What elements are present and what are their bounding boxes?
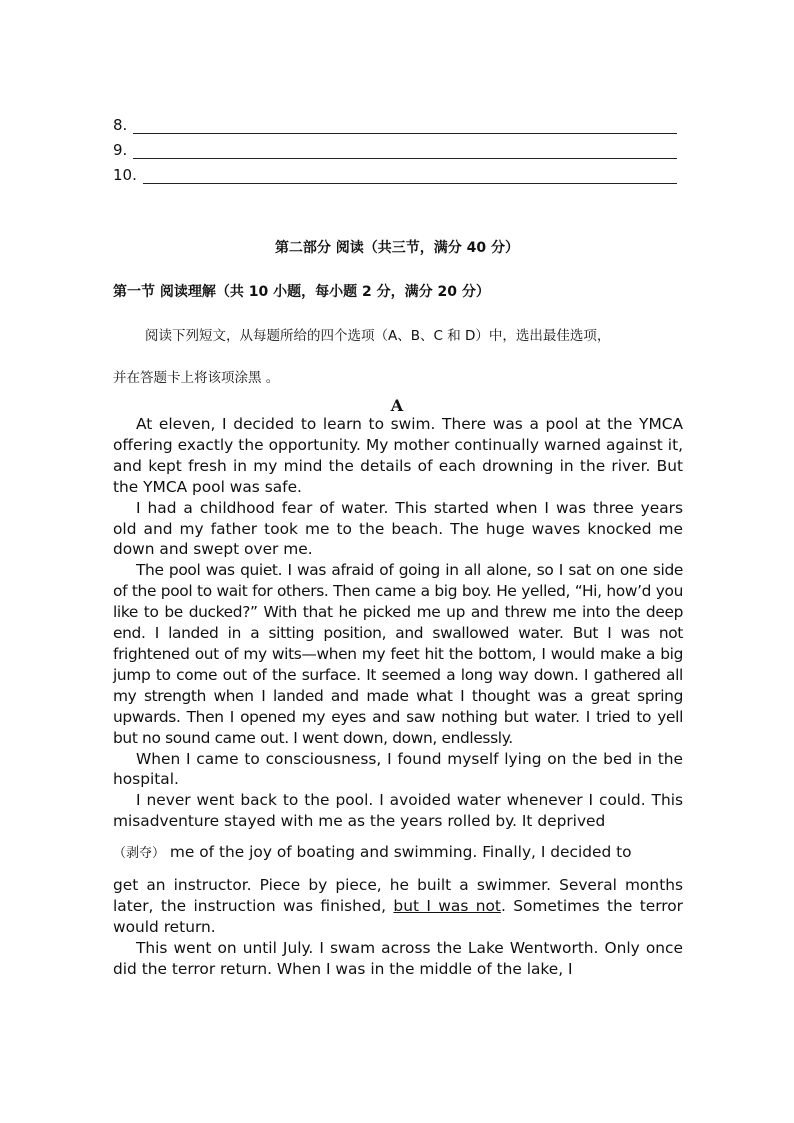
answer-line-8[interactable] (113, 112, 677, 134)
gloss: （剥夺） (113, 846, 166, 862)
section-subtitle: 第一节 阅读理解（共 10 小题，每小题 2 分，满分 20 分） (113, 284, 490, 300)
answer-number: 10. (113, 166, 137, 184)
paragraph: I had a childhood fear of water. This started when I was three years old and my father took me to the beach. The huge waves knocked me down and swept over me. (113, 498, 683, 559)
answer-blank[interactable] (143, 169, 677, 184)
section-title: 第二部分 阅读（共三节，满分 40 分） (274, 240, 520, 256)
answer-number: 9. (113, 141, 128, 159)
passage-body (113, 414, 683, 980)
answer-number: 8. (113, 116, 128, 134)
paragraph: The pool was quiet. I was afraid of going in all alone, so I sat on one side of the pool to wait for others. Then came a big boy. He yelled, “Hi, how’d you like to be ducked?” With that he picked me up and threw me into the deep end. I landed in a sitting position, and swallowed water. But I was not frightened out of my wits—when my feet hit the bottom, I would make a big jump to come out of the surface. It seemed a long way down. I gathered all my strength when I landed and made what I thought was a great spring upwards. Then I opened my eyes and saw nothing but water. I tried to yell but no sound came out. I went down, down, endlessly. (113, 561, 683, 747)
paragraph: When I came to consciousness, I found myself lying on the bed in the hospital. (113, 749, 683, 789)
passage-letter: A (390, 396, 404, 415)
paragraph-continued (113, 842, 683, 865)
answer-blank[interactable] (133, 119, 677, 134)
underlined-phrase: but I was not (393, 896, 501, 915)
paragraph-continued (113, 875, 683, 938)
text: get an instructor. Piece by piece, he built a swimmer. Several months later, the instruction was finished, (113, 876, 683, 915)
text: me of the joy of boating and swimming. Finally, I decided to (165, 843, 632, 862)
answer-line-10[interactable] (113, 162, 677, 184)
paragraph: This went on until July. I swam across the Lake Wentworth. Only once did the terror return. When I was in the middle of the lake, I (113, 938, 683, 978)
answer-blank[interactable] (133, 144, 677, 159)
instruction-line-1: 阅读下列短文，从每题所给的四个选项（A、B、C 和 D）中，选出最佳选项， (145, 328, 611, 344)
paragraph: I never went back to the pool. I avoided water whenever I could. This misadventure stayed with me as the years rolled by. It deprived (113, 791, 683, 831)
paragraph: At eleven, I decided to learn to swim. There was a pool at the YMCA offering exactly the opportunity. My mother continually warned against it, and kept fresh in my mind the details of each drowning in the river. But the YMCA pool was safe. (113, 415, 683, 496)
answer-line-9[interactable] (113, 137, 677, 159)
instruction-line-2: 并在答题卡上将该项涂黑 。 (113, 370, 280, 386)
text: . Sometimes the terror would return. (113, 896, 683, 936)
